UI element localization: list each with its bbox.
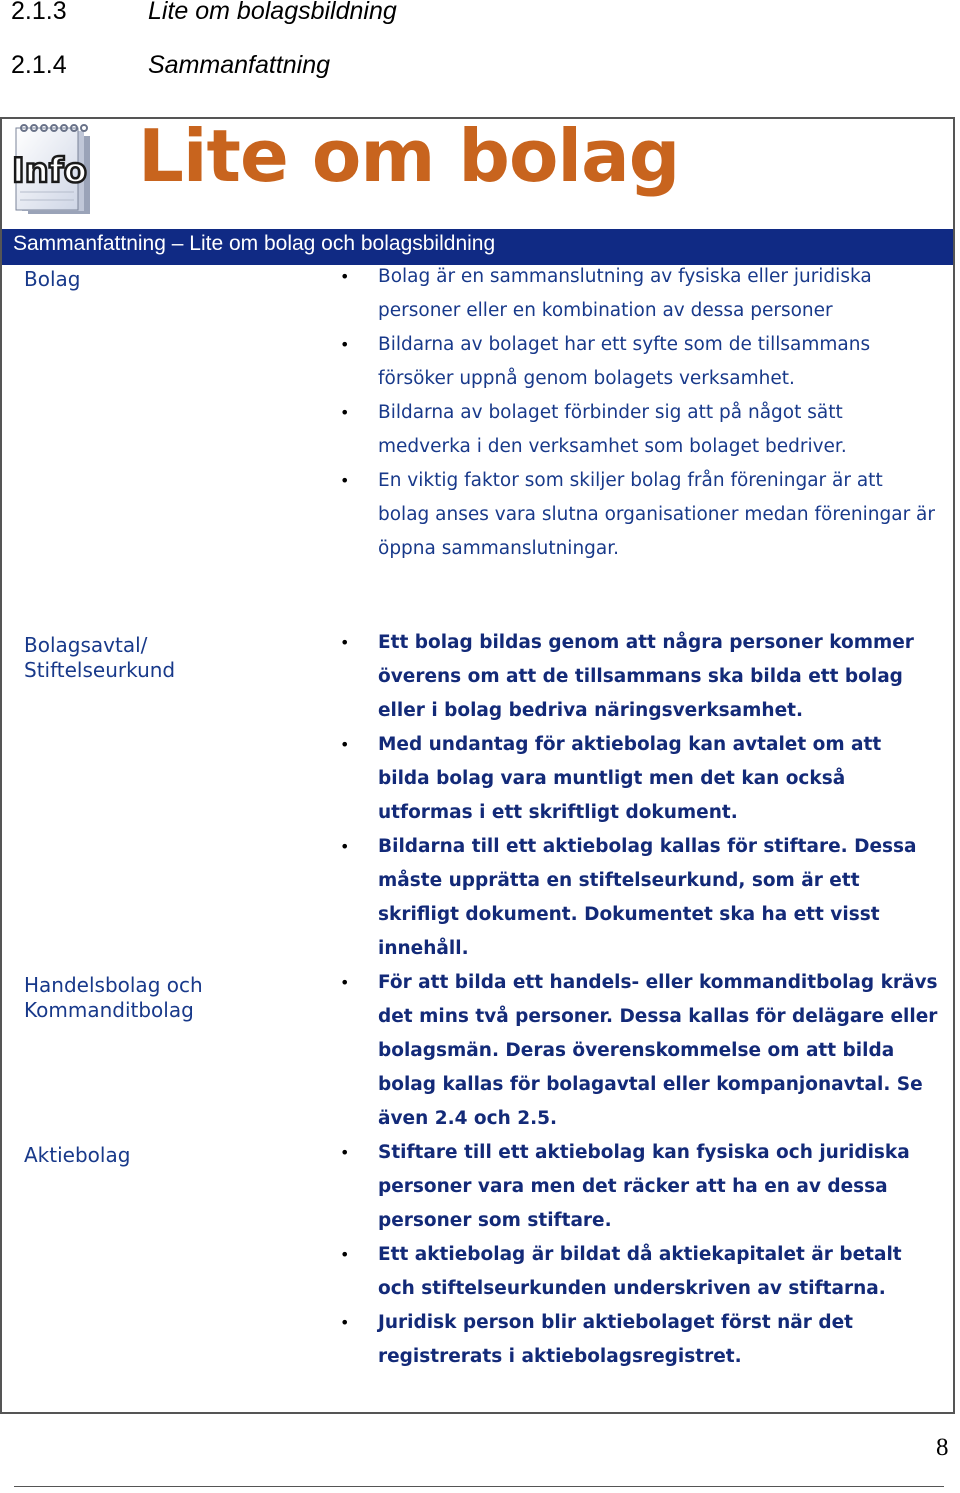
list-handelsbolag xyxy=(378,966,938,1136)
list-item: • Bildarna till ett aktiebolag kallas för stiftare. Dessa måste upprätta en stiftelseurkund, som är ett skrifligt dokument. Dokumentet ska ha ett visst innehåll. xyxy=(378,830,938,966)
list-item: • Ett bolag bildas genom att några personer kommer överens om att de tillsammans ska bilda ett bolag eller i bolag bedriva näringsverksamhet. xyxy=(378,626,938,728)
heading-title: Lite om bolagsbildning xyxy=(148,0,397,25)
list-item: • En viktig faktor som skiljer bolag från föreningar är att bolag anses vara slutna organisationer medan föreningar är öppna sammanslutningar. xyxy=(378,464,938,566)
list-item: • Bildarna av bolaget har ett syfte som de tillsammans försöker uppnå genom bolagets verksamhet. xyxy=(378,328,938,396)
label-handelsbolag: Handelsbolag och Kommanditbolag xyxy=(24,973,203,1022)
banner-text: Sammanfattning – Lite om bolag och bolagsbildning xyxy=(13,232,496,255)
label-bolagsavtal: Bolagsavtal/ Stiftelseurkund xyxy=(24,633,176,682)
svg-text:Info: Info xyxy=(12,151,88,191)
label-aktiebolag: Aktiebolag xyxy=(24,1143,131,1167)
list-aktiebolag xyxy=(378,1136,938,1374)
heading-title: Sammanfattning xyxy=(148,51,331,79)
list-item: • Ett aktiebolag är bildat då aktiekapitalet är betalt och stiftelseurkunden underskriven av stiftarna. xyxy=(378,1238,938,1306)
list-item: • Med undantag för aktiebolag kan avtalet om att bilda bolag vara muntligt men det kan också utformas i ett skriftligt dokument. xyxy=(378,728,938,830)
label-bolag: Bolag xyxy=(24,267,81,291)
footer-rule xyxy=(14,1486,944,1487)
list-item: • För att bilda ett handels- eller kommanditbolag krävs det mins två personer. Dessa kallas för delägare eller bolagsmän. Deras överenskommelse om att bilda bolag kallas för bolagavtal eller kompanjonavtal. Se även 2.4 och 2.5. xyxy=(378,966,938,1136)
list-item: • Juridisk person blir aktiebolaget först när det registrerats i aktiebolagsregistret. xyxy=(378,1306,938,1374)
page-title: Lite om bolag xyxy=(138,114,680,198)
heading-number: 2.1.3 xyxy=(11,0,67,25)
section-heading-2-1-4 xyxy=(11,51,330,80)
list-item: • Stiftare till ett aktiebolag kan fysiska och juridiska personer vara men det räcker att ha en av dessa personer som stiftare. xyxy=(378,1136,938,1238)
list-item: • Bildarna av bolaget förbinder sig att på något sätt medverka i den verksamhet som bolaget bedriver. xyxy=(378,396,938,464)
list-item: • Bolag är en sammanslutning av fysiska eller juridiska personer eller en kombination av dessa personer xyxy=(378,260,938,328)
list-bolag xyxy=(378,260,938,566)
info-notepad-icon xyxy=(10,122,98,218)
page-number: 8 xyxy=(936,1434,949,1461)
section-heading-2-1-3 xyxy=(11,0,397,26)
heading-number: 2.1.4 xyxy=(11,51,67,79)
list-bolagsavtal xyxy=(378,626,938,966)
